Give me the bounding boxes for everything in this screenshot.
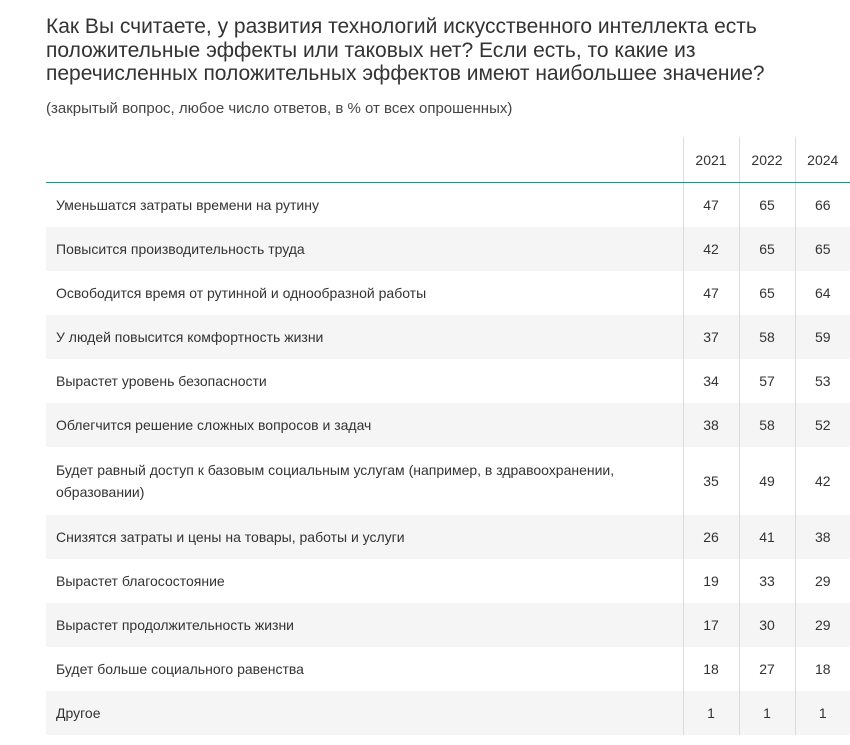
table-row bbox=[46, 271, 850, 315]
row-label: Повысится производительность труда bbox=[46, 227, 683, 271]
row-label: Освободится время от рутинной и однообразной работы bbox=[46, 271, 683, 315]
table-row bbox=[46, 403, 850, 447]
value-2022: 41 bbox=[739, 515, 795, 559]
chart-subtitle: (закрытый вопрос, любое число ответов, в % от всех опрошенных) bbox=[46, 100, 513, 117]
value-2021: 47 bbox=[683, 183, 739, 227]
value-2022: 49 bbox=[739, 447, 795, 515]
value-2022: 58 bbox=[739, 403, 795, 447]
header-year-2022: 2022 bbox=[739, 137, 795, 183]
value-2021: 18 bbox=[683, 647, 739, 691]
row-label: Будет больше социального равенства bbox=[46, 647, 683, 691]
value-2024: 29 bbox=[795, 559, 850, 603]
value-2021: 47 bbox=[683, 271, 739, 315]
value-2024: 1 bbox=[795, 691, 850, 735]
row-label: Снизятся затраты и цены на товары, работы и услуги bbox=[46, 515, 683, 559]
table-header bbox=[46, 137, 850, 183]
table-row bbox=[46, 691, 850, 735]
value-2024: 65 bbox=[795, 227, 850, 271]
row-label: Уменьшатся затраты времени на рутину bbox=[46, 183, 683, 227]
value-2024: 53 bbox=[795, 359, 850, 403]
value-2024: 52 bbox=[795, 403, 850, 447]
header-year-2024: 2024 bbox=[795, 137, 850, 183]
results-table bbox=[46, 137, 850, 735]
value-2022: 30 bbox=[739, 603, 795, 647]
value-2022: 33 bbox=[739, 559, 795, 603]
value-2021: 26 bbox=[683, 515, 739, 559]
value-2021: 42 bbox=[683, 227, 739, 271]
row-label: Другое bbox=[46, 691, 683, 735]
value-2024: 59 bbox=[795, 315, 850, 359]
value-2022: 1 bbox=[739, 691, 795, 735]
row-label: Облегчится решение сложных вопросов и задач bbox=[46, 403, 683, 447]
value-2021: 19 bbox=[683, 559, 739, 603]
value-2021: 37 bbox=[683, 315, 739, 359]
header-row bbox=[46, 137, 850, 183]
table-row bbox=[46, 603, 850, 647]
table-row bbox=[46, 359, 850, 403]
table-row bbox=[46, 227, 850, 271]
value-2022: 27 bbox=[739, 647, 795, 691]
row-label: Вырастет благосостояние bbox=[46, 559, 683, 603]
header-year-2021: 2021 bbox=[683, 137, 739, 183]
value-2022: 65 bbox=[739, 183, 795, 227]
row-label: Вырастет продолжительность жизни bbox=[46, 603, 683, 647]
header-label-cell bbox=[46, 137, 683, 183]
value-2022: 58 bbox=[739, 315, 795, 359]
chart-title: Как Вы считаете, у развития технологий искусственного интеллекта есть положительные эффекты или таковых нет? Если есть, то какие из перечисленных положительных эффектов имеют наибольшее значение? bbox=[46, 15, 765, 85]
value-2022: 65 bbox=[739, 271, 795, 315]
value-2021: 38 bbox=[683, 403, 739, 447]
row-label: Вырастет уровень безопасности bbox=[46, 359, 683, 403]
value-2024: 18 bbox=[795, 647, 850, 691]
table-row bbox=[46, 447, 850, 515]
row-label: Будет равный доступ к базовым социальным услугам (например, в здравоохранении, образовании) bbox=[46, 447, 683, 515]
results-table-wrapper bbox=[46, 137, 850, 735]
row-label: У людей повысится комфортность жизни bbox=[46, 315, 683, 359]
table-row bbox=[46, 515, 850, 559]
value-2021: 1 bbox=[683, 691, 739, 735]
value-2021: 17 bbox=[683, 603, 739, 647]
value-2024: 38 bbox=[795, 515, 850, 559]
value-2024: 29 bbox=[795, 603, 850, 647]
value-2022: 57 bbox=[739, 359, 795, 403]
value-2024: 42 bbox=[795, 447, 850, 515]
value-2022: 65 bbox=[739, 227, 795, 271]
value-2021: 35 bbox=[683, 447, 739, 515]
value-2024: 64 bbox=[795, 271, 850, 315]
value-2024: 66 bbox=[795, 183, 850, 227]
table-row bbox=[46, 647, 850, 691]
table-row bbox=[46, 183, 850, 227]
table-row bbox=[46, 559, 850, 603]
table-row bbox=[46, 315, 850, 359]
value-2021: 34 bbox=[683, 359, 739, 403]
table-body bbox=[46, 183, 850, 735]
